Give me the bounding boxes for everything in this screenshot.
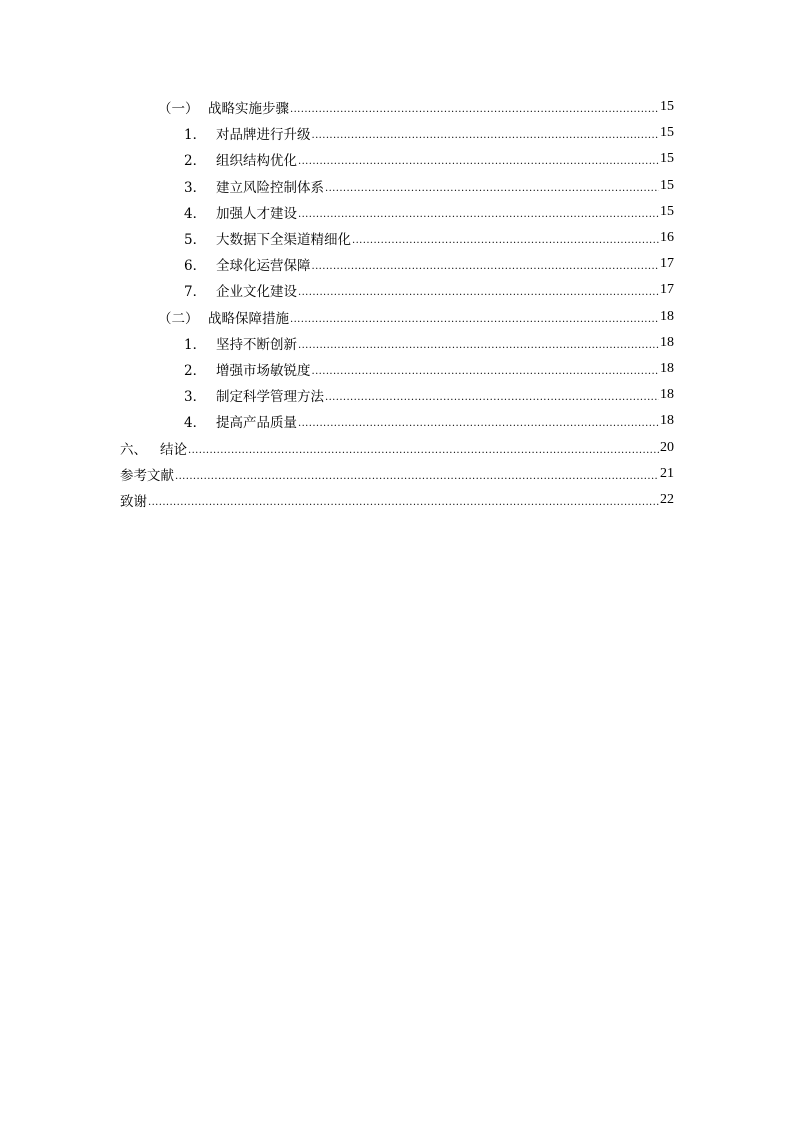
toc-entry-number: （一） [158,101,199,118]
toc-entry-scientific-management[interactable] [120,382,674,408]
toc-entry-strategy-steps[interactable] [120,94,674,120]
dot-leader [312,258,660,272]
toc-entry-title: 建立风险控制体系 [216,179,324,196]
toc-entry-number: 1． [184,127,207,144]
toc-entry-page: 18 [660,360,674,376]
dot-leader [290,311,659,325]
toc-entry-title: 致谢 [120,493,147,510]
toc-entry-number: 2． [184,153,207,170]
toc-entry-number: 六、 [120,441,147,458]
toc-entry-conclusion[interactable] [120,434,674,460]
toc-entry-number: 3． [184,179,207,196]
dot-leader [298,337,659,351]
toc-entry-page: 20 [660,439,674,455]
table-of-contents [120,94,674,513]
toc-entry-big-data[interactable] [120,225,674,251]
toc-entry-page: 15 [660,203,674,219]
toc-entry-title: 组织结构优化 [216,153,297,170]
toc-entry-references[interactable] [120,461,674,487]
toc-entry-acknowledgements[interactable] [120,487,674,513]
toc-entry-title: 全球化运营保障 [216,258,311,275]
dot-leader [325,389,659,403]
dot-leader [188,442,659,456]
toc-entry-number: 6． [184,258,207,275]
toc-entry-strategy-safeguards[interactable] [120,304,674,330]
toc-entry-innovation[interactable] [120,330,674,356]
dot-leader [148,494,659,508]
toc-entry-talent[interactable] [120,199,674,225]
toc-entry-title: 参考文献 [120,467,174,484]
toc-entry-page: 18 [660,334,674,350]
toc-entry-title: 制定科学管理方法 [216,389,324,406]
toc-entry-title: 加强人才建设 [216,205,297,222]
dot-leader [290,101,659,115]
toc-entry-brand-upgrade[interactable] [120,120,674,146]
toc-entry-number: 4． [184,205,207,222]
toc-entry-globalization[interactable] [120,251,674,277]
toc-entry-risk-control[interactable] [120,173,674,199]
toc-entry-title: 坚持不断创新 [216,336,297,353]
toc-entry-page: 17 [660,256,674,272]
toc-entry-page: 22 [660,491,674,507]
toc-entry-culture[interactable] [120,277,674,303]
toc-entry-title: 战略实施步骤 [208,101,289,118]
toc-entry-page: 15 [660,99,674,115]
toc-entry-title: 增强市场敏锐度 [216,362,311,379]
dot-leader [352,232,659,246]
toc-entry-page: 18 [660,387,674,403]
toc-entry-number: 3． [184,389,207,406]
toc-entry-page: 16 [660,230,674,246]
toc-entry-number: （二） [158,310,199,327]
toc-entry-page: 15 [660,177,674,193]
dot-leader [298,415,659,429]
dot-leader [175,468,659,482]
dot-leader [312,363,660,377]
dot-leader [298,206,659,220]
toc-entry-number: 7． [184,284,207,301]
toc-entry-page: 15 [660,151,674,167]
toc-entry-product-quality[interactable] [120,408,674,434]
toc-entry-number: 2． [184,362,207,379]
toc-entry-page: 18 [660,413,674,429]
toc-entry-title: 大数据下全渠道精细化 [216,232,351,249]
toc-entry-org-structure[interactable] [120,146,674,172]
toc-entry-page: 17 [660,282,674,298]
toc-entry-number: 1． [184,336,207,353]
dot-leader [298,284,659,298]
toc-entry-number: 5． [184,232,207,249]
toc-entry-page: 21 [660,465,674,481]
dot-leader [325,180,659,194]
toc-entry-title: 企业文化建设 [216,284,297,301]
toc-entry-title: 提高产品质量 [216,415,297,432]
toc-entry-page: 18 [660,308,674,324]
toc-entry-title: 对品牌进行升级 [216,127,311,144]
dot-leader [298,153,659,167]
toc-entry-number: 4． [184,415,207,432]
toc-entry-page: 15 [660,125,674,141]
toc-entry-title: 结论 [160,441,187,458]
toc-entry-title: 战略保障措施 [208,310,289,327]
dot-leader [312,127,660,141]
toc-entry-market-sensitivity[interactable] [120,356,674,382]
